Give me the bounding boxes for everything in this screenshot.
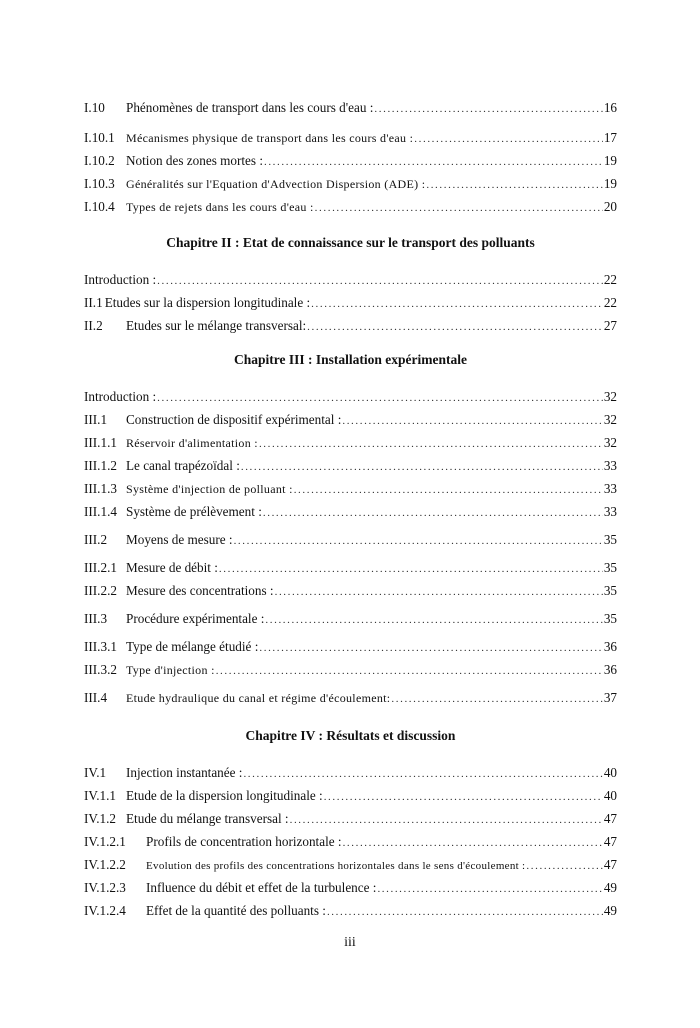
entry-page: 33: [603, 504, 617, 519]
leader-dots: [275, 586, 603, 598]
entry-title: Mesure de débit :: [126, 560, 218, 575]
entry-number: III.1.4: [84, 504, 117, 519]
entry-page: 47: [603, 811, 617, 826]
leader-dots: [374, 103, 602, 115]
entry-page: 19: [603, 153, 617, 168]
leader-dots: [219, 563, 603, 575]
entry-title: Moyens de mesure :: [126, 532, 233, 547]
entry-title: Mécanismes physique de transport dans les cours d'eau :: [126, 131, 414, 145]
leader-dots: [526, 860, 602, 872]
toc-entry[interactable]: [84, 690, 617, 708]
entry-title: Profils de concentration horizontale :: [146, 834, 342, 849]
entry-number: III.4: [84, 690, 108, 705]
leader-dots: [241, 461, 603, 473]
entry-page: 47: [603, 834, 617, 849]
leader-dots: [216, 665, 603, 677]
entry-title: Injection instantanée :: [126, 765, 243, 780]
entry-page: 32: [603, 389, 617, 404]
leader-dots: [290, 814, 603, 826]
toc-entry[interactable]: [84, 272, 617, 290]
entry-page: 16: [603, 100, 617, 115]
leader-dots: [265, 614, 602, 626]
entry-page: 33: [603, 481, 617, 496]
entry-title: Etudes sur la dispersion longitudinale :: [104, 295, 311, 310]
entry-title: Evolution des profils des concentrations horizontales dans le sens d'écoulement :: [146, 860, 526, 872]
entry-title: Etude du mélange transversal :: [126, 811, 289, 826]
entry-number: IV.1.2.4: [84, 903, 126, 918]
entry-page: 35: [603, 583, 617, 598]
leader-dots: [414, 133, 603, 145]
toc-entry[interactable]: [84, 504, 617, 522]
entry-title: Mesure des concentrations :: [126, 583, 274, 598]
entry-title: Introduction :: [84, 389, 157, 404]
toc-entry[interactable]: [84, 100, 617, 118]
toc-entry[interactable]: [84, 583, 617, 601]
toc-entry[interactable]: [84, 560, 617, 578]
leader-dots: [327, 906, 603, 918]
entry-number: III.3.1: [84, 639, 117, 654]
entry-title: Effet de la quantité des polluants :: [146, 903, 326, 918]
entry-title: Le canal trapézoïdal :: [126, 458, 240, 473]
toc-entry[interactable]: [84, 458, 617, 476]
leader-dots: [343, 837, 603, 849]
entry-page: 36: [603, 639, 617, 654]
leader-dots: [264, 156, 603, 168]
entry-title: Système de prélèvement :: [126, 504, 262, 519]
entry-number: IV.1: [84, 765, 107, 780]
entry-title: Influence du débit et effet de la turbulence :: [146, 880, 377, 895]
leader-dots: [377, 883, 602, 895]
toc-entry[interactable]: [84, 389, 617, 407]
entry-page: 40: [603, 765, 617, 780]
page-folio: iii: [344, 935, 356, 950]
entry-title: Notion des zones mortes :: [126, 153, 263, 168]
entry-title: Etudes sur le mélange transversal:: [126, 318, 307, 333]
toc-entry[interactable]: [84, 611, 617, 629]
entry-page: 32: [603, 412, 617, 427]
entry-title: Procédure expérimentale :: [126, 611, 265, 626]
toc-entry[interactable]: [84, 412, 617, 430]
entry-number: I.10: [84, 100, 105, 115]
entry-title: Généralités sur l'Equation d'Advection Dispersion (ADE) :: [126, 177, 426, 191]
entry-page: 36: [603, 662, 617, 677]
entry-number: III.3: [84, 611, 108, 626]
toc-entry[interactable]: [84, 435, 617, 453]
leader-dots: [307, 321, 603, 333]
leader-dots: [157, 392, 603, 404]
entry-number: I.10.4: [84, 199, 115, 214]
entry-number: II.1: [84, 295, 103, 310]
toc-entry[interactable]: [84, 811, 617, 829]
leader-dots: [315, 202, 603, 214]
toc-entry[interactable]: [84, 199, 617, 217]
leader-dots: [259, 642, 602, 654]
toc-entry[interactable]: [84, 903, 617, 921]
leader-dots: [157, 275, 603, 287]
chapter-heading: Chapitre IV : Résultats et discussion: [245, 728, 456, 743]
entry-page: 40: [603, 788, 617, 803]
toc-entry[interactable]: [84, 318, 617, 336]
entry-page: 37: [603, 690, 617, 705]
entry-number: III.1: [84, 412, 108, 427]
entry-page: 49: [603, 903, 617, 918]
entry-page: 35: [603, 532, 617, 547]
entry-title: Introduction :: [84, 272, 157, 287]
toc-entry[interactable]: [84, 880, 617, 898]
toc-entry[interactable]: [84, 176, 617, 194]
toc-entry[interactable]: [84, 481, 617, 499]
leader-dots: [234, 535, 603, 547]
entry-number: I.10.2: [84, 153, 115, 168]
leader-dots: [426, 179, 602, 191]
entry-page: 27: [603, 318, 617, 333]
toc-entry[interactable]: [84, 130, 617, 148]
entry-title: Système d'injection de polluant :: [126, 482, 293, 496]
entry-title: Etude de la dispersion longitudinale :: [126, 788, 323, 803]
entry-page: 35: [603, 560, 617, 575]
entry-number: III.2.1: [84, 560, 117, 575]
entry-number: III.1.1: [84, 435, 117, 450]
leader-dots: [259, 438, 603, 450]
entry-number: IV.1.1: [84, 788, 116, 803]
entry-page: 20: [603, 199, 617, 214]
toc-entry[interactable]: [84, 295, 617, 313]
toc-entry[interactable]: [84, 153, 617, 171]
toc-entry[interactable]: [84, 788, 617, 806]
chapter-heading: Chapitre II : Etat de connaissance sur le transport des polluants: [166, 235, 535, 250]
entry-number: IV.1.2: [84, 811, 116, 826]
toc-entry[interactable]: [84, 639, 617, 657]
entry-title: Type de mélange étudié :: [126, 639, 259, 654]
entry-number: IV.1.2.3: [84, 880, 126, 895]
entry-page: 49: [603, 880, 617, 895]
entry-page: 47: [603, 857, 617, 872]
entry-title: Etude hydraulique du canal et régime d'écoulement:: [126, 691, 391, 705]
entry-number: II.2: [84, 318, 103, 333]
entry-number: III.3.2: [84, 662, 117, 677]
leader-dots: [243, 768, 602, 780]
entry-title: Types de rejets dans les cours d'eau :: [126, 200, 314, 214]
entry-title: Construction de dispositif expérimental :: [126, 412, 342, 427]
leader-dots: [391, 693, 602, 705]
leader-dots: [324, 791, 603, 803]
entry-page: 17: [603, 130, 617, 145]
entry-number: IV.1.2.1: [84, 834, 126, 849]
leader-dots: [263, 507, 603, 519]
leader-dots: [311, 298, 603, 310]
toc-entry[interactable]: [84, 834, 617, 852]
entry-page: 19: [603, 176, 617, 191]
toc-entry[interactable]: [84, 532, 617, 550]
entry-number: IV.1.2.2: [84, 857, 126, 872]
entry-number: III.2.2: [84, 583, 117, 598]
toc-entry[interactable]: [84, 765, 617, 783]
entry-number: III.2: [84, 532, 108, 547]
entry-page: 22: [603, 295, 617, 310]
toc-entry[interactable]: [84, 857, 617, 875]
entry-page: 35: [603, 611, 617, 626]
toc-entry[interactable]: [84, 662, 617, 680]
entry-title: Phénomènes de transport dans les cours d'eau :: [126, 100, 374, 115]
entry-number: III.1.3: [84, 481, 117, 496]
entry-number: III.1.2: [84, 458, 117, 473]
entry-title: Type d'injection :: [126, 663, 215, 677]
entry-page: 32: [603, 435, 617, 450]
leader-dots: [294, 484, 603, 496]
chapter-heading: Chapitre III : Installation expérimentale: [234, 352, 467, 367]
entry-title: Réservoir d'alimentation :: [126, 436, 258, 450]
entry-page: 33: [603, 458, 617, 473]
entry-number: I.10.3: [84, 176, 115, 191]
leader-dots: [342, 415, 602, 427]
entry-page: 22: [603, 272, 617, 287]
entry-number: I.10.1: [84, 130, 115, 145]
